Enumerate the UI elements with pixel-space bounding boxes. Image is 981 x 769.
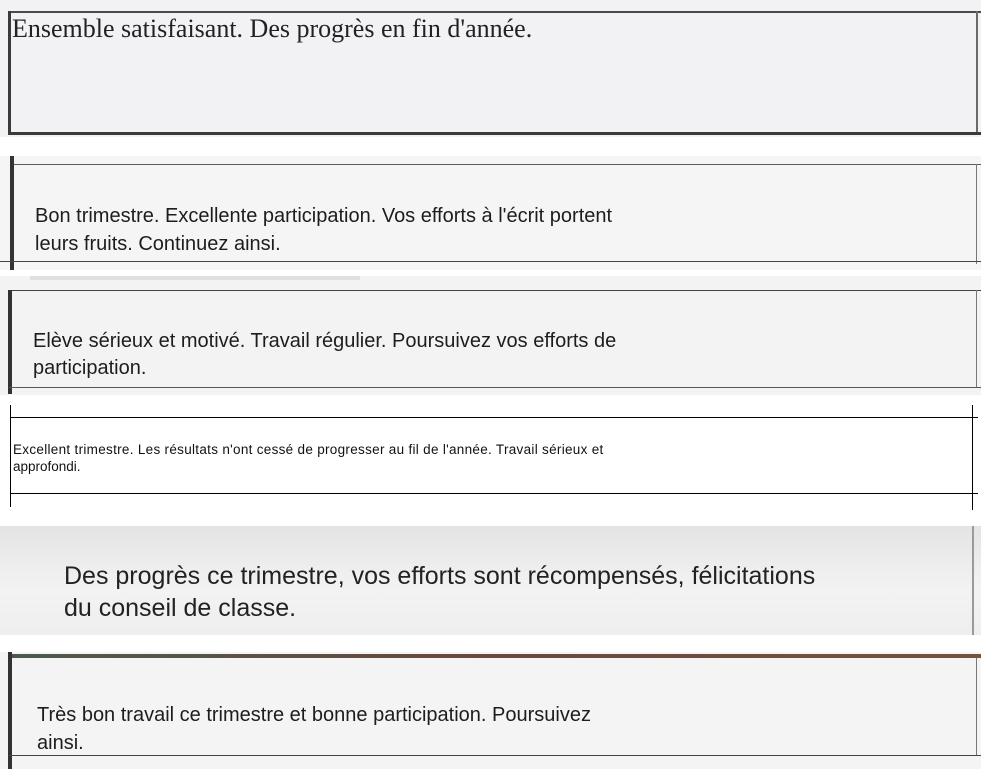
comment-box-6 xyxy=(0,652,981,769)
comment-text-line: participation. xyxy=(33,357,147,379)
comment-box-4 xyxy=(0,405,981,510)
box-border-top xyxy=(11,164,981,165)
box-border-right xyxy=(972,526,974,635)
box-border-bottom xyxy=(9,132,981,135)
comment-text-line: Ensemble satisfaisant. Des progrès en fin d'année. xyxy=(12,14,533,43)
box-border-top xyxy=(9,654,981,658)
box-border-left xyxy=(10,156,14,270)
box-border-bottom xyxy=(9,387,981,388)
box-border-left xyxy=(8,11,11,135)
comment-text-line: du conseil de classe. xyxy=(64,594,297,622)
comment-box-2 xyxy=(0,156,981,270)
box-border-right xyxy=(972,405,973,510)
box-border-bottom xyxy=(10,493,978,494)
comment-text-line: Excellent trimestre. Les résultats n'ont cessé de progresser au fil de l'année. Travail sérieux et xyxy=(13,442,604,457)
box-border-right xyxy=(976,658,977,756)
box-border-bottom xyxy=(0,261,981,262)
box-border-top xyxy=(10,417,978,418)
comment-box-5 xyxy=(0,526,981,635)
bleed-through-artifact xyxy=(30,276,360,280)
box-border-top xyxy=(9,11,981,13)
comment-text-line: Elève sérieux et motivé. Travail régulier. Poursuivez vos efforts de xyxy=(33,330,617,352)
comment-text-line: leurs fruits. Continuez ainsi. xyxy=(35,233,281,255)
comment-text-line: Des progrès ce trimestre, vos efforts sont récompensés, félicitations xyxy=(64,562,816,590)
box-border-top xyxy=(9,290,981,291)
box-border-right xyxy=(976,164,977,264)
box-border-right xyxy=(976,290,977,388)
comment-text-line: Très bon travail ce trimestre et bonne participation. Poursuivez xyxy=(37,704,591,726)
box-border-left xyxy=(8,290,12,394)
comment-box-1 xyxy=(0,0,981,137)
comment-text-line: approfondi. xyxy=(13,459,81,474)
box-border-left xyxy=(8,652,12,769)
comment-text-line: Bon trimestre. Excellente participation. Vos efforts à l'écrit portent xyxy=(35,205,613,227)
box-border-left xyxy=(10,405,11,507)
box-border-bottom xyxy=(9,755,981,756)
box-border-right xyxy=(976,11,978,135)
comment-box-3 xyxy=(0,276,981,395)
comment-text-line: ainsi. xyxy=(37,732,84,754)
